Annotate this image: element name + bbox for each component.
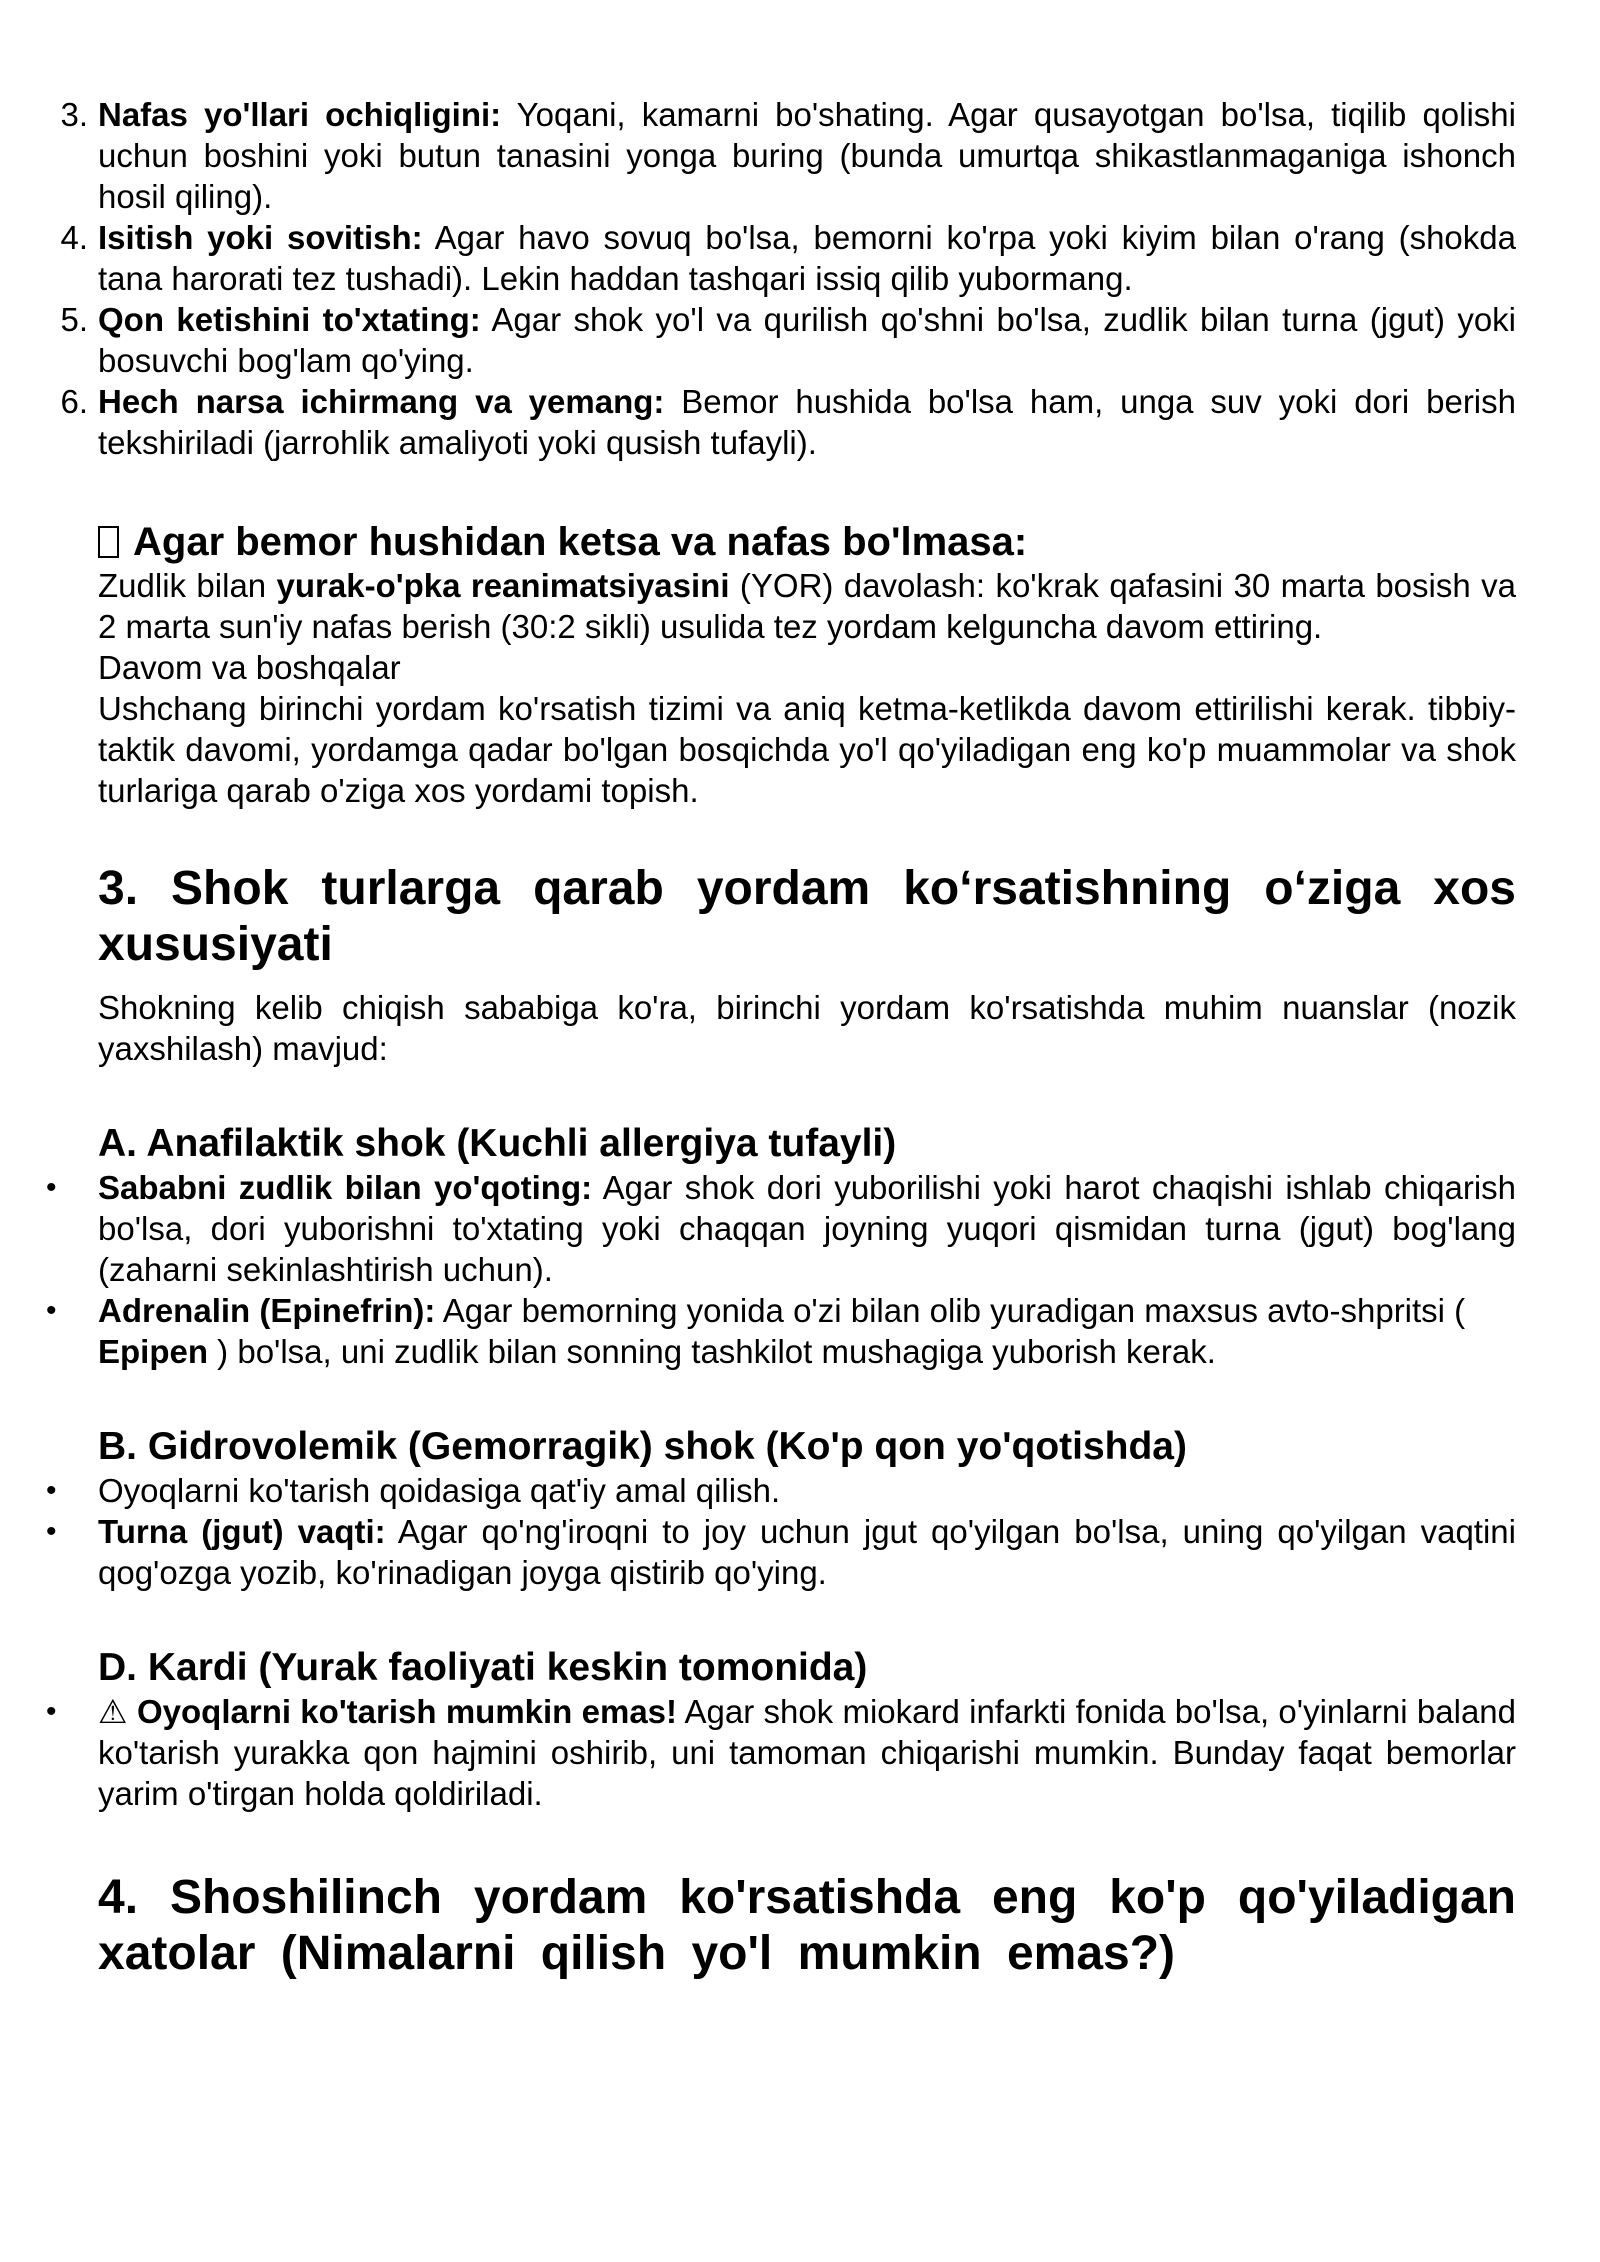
- summary-paragraph: Ushchang birinchi yordam ko'rsatish tizimi va aniq ketma-ketlikda davom ettirilishi kerak. tibbiy-taktik davomi, yordamga qadar bo'lgan bosqichda yo'l qo'yiladigan eng ko'p muammolar va shok turlariga qarab o'ziga xos yordami topish.: [98, 690, 1516, 809]
- list-item: [60, 217, 1516, 299]
- alert-heading: [98, 519, 1516, 565]
- alert-heading-text: Agar bemor hushidan ketsa va nafas bo'lmasa:: [133, 520, 1028, 564]
- bullet-text: Agar shok miokard infarkti fonida bo'lsa, o'yinlarni baland ko'tarish yurakka qon hajmini oshirib, uni tamoman chiqarishi mumkin. Bunday faqat bemorlar yarim o'tirgan holda qoldiriladi.: [98, 1693, 1516, 1812]
- list-item-text: Bemor hushida bo'lsa ham, unga suv yoki dori berish tekshiriladi (jarrohlik amaliyoti yoki qusish tufayli).: [98, 383, 1516, 461]
- list-item-lead: Hech narsa ichirmang va yemang:: [98, 383, 665, 420]
- epipen-label: Epipen: [98, 1333, 209, 1370]
- list-number: 6.: [60, 383, 88, 420]
- subsection-a-title: A. Anafilaktik shok (Kuchli allergiya tufayli): [98, 1122, 897, 1165]
- cpr-text-post: (YOR) davolash: ko'krak qafasini 30 marta bosish va 2 marta sun'iy nafas berish (30:2 sikli) usulida tez yordam kelguncha davom ettiring.: [98, 567, 1516, 645]
- bullet-lead: Adrenalin (Epinefrin):: [98, 1292, 436, 1329]
- list-number: 5.: [60, 301, 88, 338]
- numbered-list: [60, 94, 1517, 463]
- warning-icon: ⚠: [98, 1693, 128, 1730]
- document-content: [46, 94, 1517, 1982]
- cpr-text-bold: yurak-o'pka reanimatsiyasini: [276, 567, 730, 604]
- section-3-title: 3. Shok turlarga qarab yordam ko‘rsatishning o‘ziga xos xususiyati: [98, 862, 1516, 971]
- missing-glyph-icon: [98, 526, 119, 558]
- list-item-lead: Nafas yo'llari ochiqligini:: [98, 96, 502, 133]
- section-3-intro: Shokning kelib chiqish sababiga ko'ra, birinchi yordam ko'rsatishda muhim nuanslar (nozik yaxshilash) mavjud:: [98, 989, 1516, 1067]
- bullet-lead: Oyoqlarni ko'tarish mumkin emas!: [137, 1693, 678, 1730]
- list-number: 3.: [60, 96, 88, 133]
- subsection-d-title: D. Kardi (Yurak faoliyati keskin tomonida): [98, 1646, 868, 1689]
- list-number: 4.: [60, 219, 88, 256]
- bullet-text: Agar bemorning yonida o'zi bilan olib yuradigan maxsus avto-shpritsi (: [435, 1292, 1466, 1329]
- cpr-paragraph: [98, 565, 1516, 647]
- list-item: [60, 299, 1517, 381]
- list-item-text: Agar havo sovuq bo'lsa, bemorni ko'rpa yoki kiyim bilan o'rang (shokda tana harorati tez tushadi). Lekin haddan tashqari issiq qilib yubormang.: [98, 219, 1516, 297]
- bullet-item: [46, 1167, 1517, 1290]
- bullet-item: [46, 1691, 1516, 1814]
- bullet-icon: •: [46, 1695, 57, 1728]
- bullet-icon: •: [46, 1474, 57, 1507]
- list-item-lead: Isitish yoki sovitish:: [98, 219, 423, 256]
- list-item-text: Agar shok yo'l va qurilish qo'shni bo'lsa, zudlik bilan turna (jgut) yoki bosuvchi bog'lam qo'ying.: [98, 301, 1517, 379]
- bullet-item: [46, 1290, 1516, 1372]
- bullet-text-tail: ) bo'lsa, uni zudlik bilan sonning tashkilot mushagiga yuborish kerak.: [208, 1333, 1216, 1370]
- bullet-icon: •: [46, 1294, 57, 1327]
- section-4-title: 4. Shoshilinch yordam ko'rsatishda eng ko'p qo'yiladigan xatolar (Nimalarni qilish yo'l mumkin emas?): [98, 1871, 1516, 1980]
- bullet-text: Oyoqlarni ko'tarish qoidasiga qat'iy amal qilish.: [98, 1472, 781, 1509]
- list-item-lead: Qon ketishini to'xtating:: [98, 301, 481, 338]
- cpr-text-pre: Zudlik bilan: [98, 567, 277, 604]
- bullet-icon: •: [46, 1515, 57, 1548]
- bullet-icon: •: [46, 1171, 57, 1204]
- continuation-line: Davom va boshqalar: [98, 649, 401, 686]
- subsection-b-title: B. Gidrovolemik (Gemorragik) shok (Ko'p qon yo'qotishda): [98, 1425, 1187, 1468]
- list-item-text: Yoqani, kamarni bo'shating. Agar qusayotgan bo'lsa, tiqilib qolishi uchun boshini yoki butun tanasini yonga buring (bunda umurtqa shikastlanmaganiga ishonch hosil qiling).: [98, 96, 1516, 215]
- bullet-text: Agar qo'ng'iroqni to joy uchun jgut qo'yilgan bo'lsa, uning qo'yilgan vaqtini qog'ozga yozib, ko'rinadigan joyga qistirib qo'ying.: [98, 1513, 1516, 1591]
- bullet-item: [46, 1470, 1516, 1511]
- list-item: [60, 94, 1516, 217]
- bullet-item: [46, 1511, 1516, 1593]
- list-item: [60, 381, 1516, 463]
- bullet-lead: Turna (jgut) vaqti:: [98, 1513, 386, 1550]
- bullet-text: Agar shok dori yuborilishi yoki harot chaqishi ishlab chiqarish bo'lsa, dori yuborishni to'xtating yoki chaqqan joyning yuqori qismidan turna (jgut) bog'lang (zaharni sekinlashtirish uchun).: [98, 1169, 1517, 1288]
- bullet-lead: Sababni zudlik bilan yo'qoting:: [98, 1169, 593, 1206]
